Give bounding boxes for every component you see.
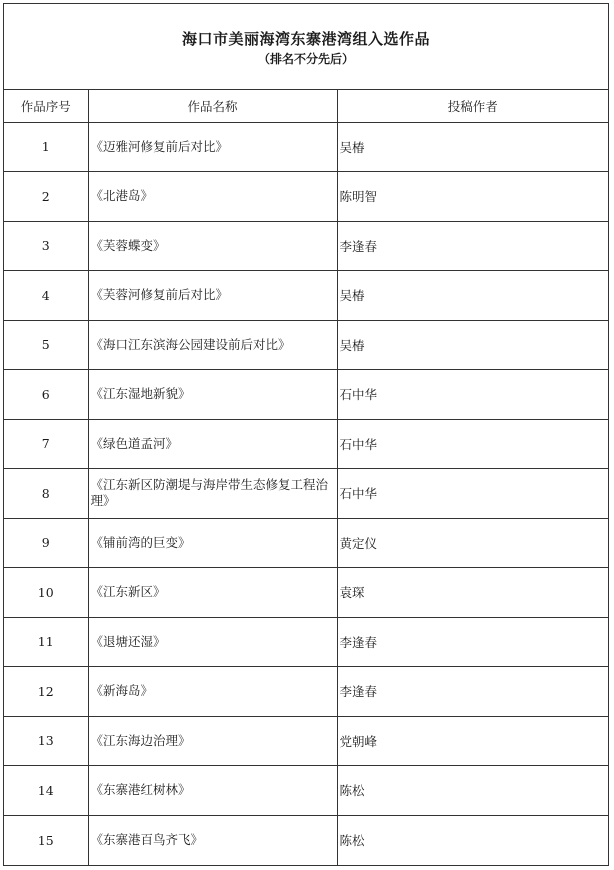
cell-work: 《东寨港百鸟齐飞》 bbox=[88, 815, 337, 865]
table-row bbox=[4, 419, 608, 469]
header-index: 作品序号 bbox=[4, 90, 88, 122]
cell-work: 《江东海边治理》 bbox=[88, 716, 337, 766]
cell-index: 6 bbox=[4, 370, 88, 420]
cell-index: 11 bbox=[4, 617, 88, 667]
works-table bbox=[4, 90, 608, 865]
table-row bbox=[4, 716, 608, 766]
cell-index: 7 bbox=[4, 419, 88, 469]
cell-index: 10 bbox=[4, 568, 88, 618]
cell-index: 1 bbox=[4, 122, 88, 172]
cell-author: 石中华 bbox=[337, 419, 608, 469]
table-row bbox=[4, 370, 608, 420]
document-sheet bbox=[3, 3, 609, 866]
cell-author: 吴椿 bbox=[337, 320, 608, 370]
cell-author: 吴椿 bbox=[337, 122, 608, 172]
cell-work: 《新海岛》 bbox=[88, 667, 337, 717]
cell-work: 《东寨港红树林》 bbox=[88, 766, 337, 816]
cell-work: 《芙蓉蝶变》 bbox=[88, 221, 337, 271]
table-row bbox=[4, 469, 608, 519]
cell-author: 陈松 bbox=[337, 815, 608, 865]
table-row bbox=[4, 320, 608, 370]
cell-author: 李逢春 bbox=[337, 221, 608, 271]
cell-author: 袁琛 bbox=[337, 568, 608, 618]
cell-author: 石中华 bbox=[337, 469, 608, 519]
table-row bbox=[4, 172, 608, 222]
cell-index: 15 bbox=[4, 815, 88, 865]
cell-work: 《铺前湾的巨变》 bbox=[88, 518, 337, 568]
cell-work: 《退塘还湿》 bbox=[88, 617, 337, 667]
cell-author: 石中华 bbox=[337, 370, 608, 420]
table-header-row bbox=[4, 90, 608, 122]
cell-author: 李逢春 bbox=[337, 667, 608, 717]
table-row bbox=[4, 221, 608, 271]
cell-work: 《迈雅河修复前后对比》 bbox=[88, 122, 337, 172]
cell-author: 陈明智 bbox=[337, 172, 608, 222]
cell-work: 《江东新区》 bbox=[88, 568, 337, 618]
cell-index: 12 bbox=[4, 667, 88, 717]
cell-author: 党朝峰 bbox=[337, 716, 608, 766]
table-row bbox=[4, 617, 608, 667]
document-subtitle: （排名不分先后） bbox=[257, 52, 354, 66]
cell-work: 《北港岛》 bbox=[88, 172, 337, 222]
table-row bbox=[4, 815, 608, 865]
cell-work: 《江东湿地新貌》 bbox=[88, 370, 337, 420]
cell-index: 5 bbox=[4, 320, 88, 370]
table-row bbox=[4, 667, 608, 717]
cell-author: 陈松 bbox=[337, 766, 608, 816]
cell-index: 9 bbox=[4, 518, 88, 568]
cell-index: 14 bbox=[4, 766, 88, 816]
cell-work: 《海口江东滨海公园建设前后对比》 bbox=[88, 320, 337, 370]
table-row bbox=[4, 568, 608, 618]
document-title: 海口市美丽海湾东寨港湾组入选作品 bbox=[181, 30, 430, 48]
cell-index: 8 bbox=[4, 469, 88, 519]
cell-author: 李逢春 bbox=[337, 617, 608, 667]
cell-index: 3 bbox=[4, 221, 88, 271]
cell-index: 13 bbox=[4, 716, 88, 766]
cell-index: 4 bbox=[4, 271, 88, 321]
table-row bbox=[4, 518, 608, 568]
title-block bbox=[4, 4, 608, 90]
cell-author: 吴椿 bbox=[337, 271, 608, 321]
header-author: 投稿作者 bbox=[337, 90, 608, 122]
cell-index: 2 bbox=[4, 172, 88, 222]
cell-work: 《江东新区防潮堤与海岸带生态修复工程治理》 bbox=[88, 469, 337, 519]
table-row bbox=[4, 271, 608, 321]
table-row bbox=[4, 766, 608, 816]
header-work: 作品名称 bbox=[88, 90, 337, 122]
cell-author: 黄定仪 bbox=[337, 518, 608, 568]
cell-work: 《芙蓉河修复前后对比》 bbox=[88, 271, 337, 321]
cell-work: 《绿色道孟河》 bbox=[88, 419, 337, 469]
table-row bbox=[4, 122, 608, 172]
